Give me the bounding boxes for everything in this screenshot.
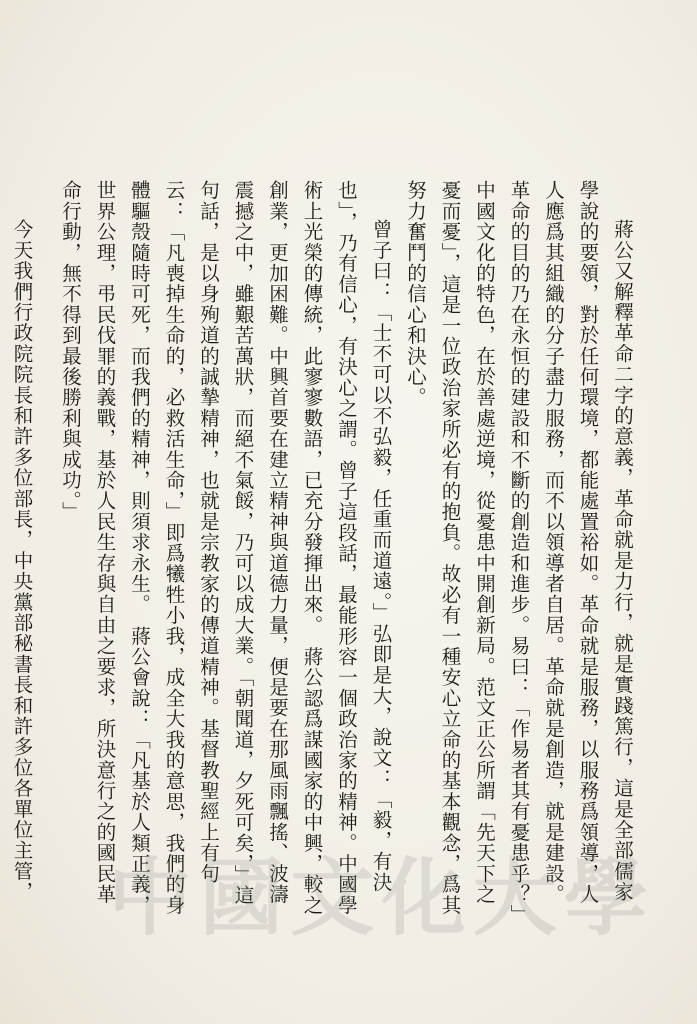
paragraph-2: 曾子曰：「士不可以不弘毅，任重而道遠。」弘即是大，說文：「毅，有決也」，乃有信心，有決心之謂。曾子這段話，最能形容一個政治家的精神。中國學術上光榮的傳統，此寥寥數語，已充分發揮出來。 蔣公認爲謀國家的中興，較之創業，更加困難。中興首要在建立精神與道德力量，便是要在那風雨飄搖、波濤震撼之中，雖艱苦萬狀，而絕不氣餒，乃可以成大業。「朝聞道，夕死可矣，」這句話，是以身殉道的誠摯精神，也就是宗教家的傳道精神。基督教聖經上有句云：「凡喪掉生命的，必救活生命，」即爲犧牲小我，成全大我的意思，我們的身體驅殼隨時可死，而我們的精神，則須求永生。 蔣公會說：「凡基於人類正義，世界公理，弔民伐罪的義戰，基於人民生存與自由之要求，所決意行之的國民革命行動，無不得到最後勝利與成功。」	[59, 180, 393, 916]
paragraph-1: 蔣公又解釋革命二字的意義，革命就是力行，就是實踐篤行，這是全部儒家學說的要領，對於任何環境，都能處置裕如。革命就是服務，以服務爲領導，人人應爲其組織的分子盡力服務，而不以領導者自居。革命就是創造，就是建設。革命的目的乃在永恒的建設和不斷的創造和進步。易曰：「作易者其有憂患乎？」中國文化的特色，在於善處逆境，從憂患中開創新局。范文正公所謂「先天下之憂而憂」，這是一位政治家所必有的抱負。故必有一種安心立命的基本觀念，爲其努力奮鬥的信心和決心。	[404, 180, 634, 916]
watermark-char: 國	[199, 847, 284, 947]
watermark-char: 學	[563, 847, 648, 947]
watermark-char: 大	[472, 847, 557, 947]
paragraph-3: 今天我們行政院院長和許多位部長，中央黨部秘書長和許多位各單位主管，	[10, 219, 34, 903]
watermark-char: 化	[381, 847, 466, 947]
watermark-char: 中	[108, 847, 193, 947]
body-text	[0, 180, 639, 920]
watermark-char: 文	[290, 847, 375, 947]
